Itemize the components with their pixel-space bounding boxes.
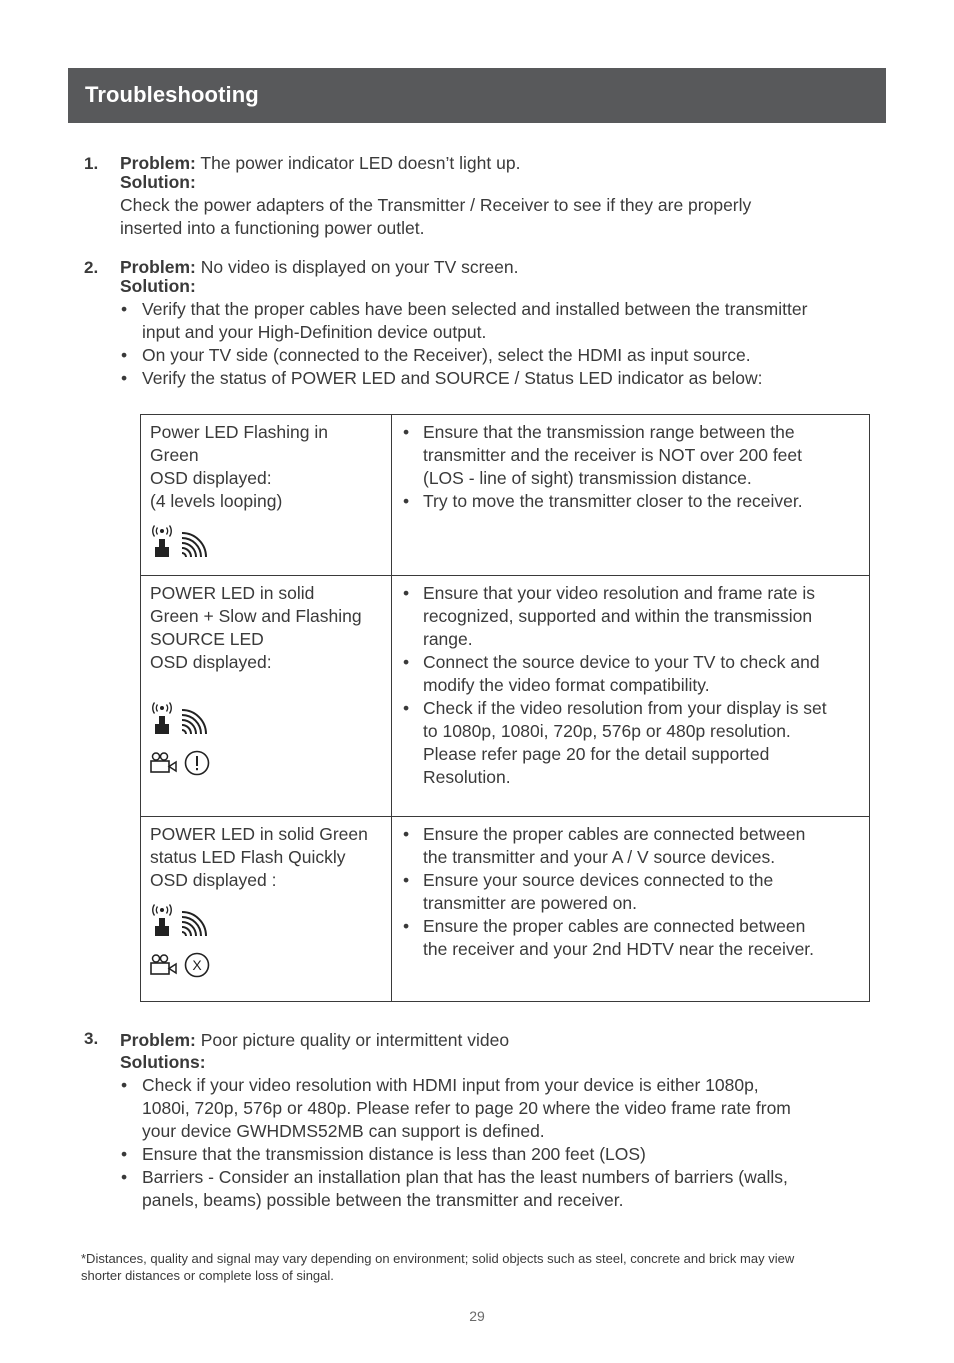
bullet-line: • Check if your video resolution with HDMI input from your device is either 1080p, <box>142 1075 759 1095</box>
osd-icons <box>150 904 383 944</box>
solution-bullets <box>402 421 859 513</box>
list-item <box>402 915 859 961</box>
footnote <box>81 1250 871 1284</box>
list-item <box>402 697 859 789</box>
problem-label: Problem: <box>120 153 196 173</box>
bullet-line: • Verify that the proper cables have been selected and installed between the transmitter <box>142 299 808 319</box>
problem-label: Problem: <box>120 257 196 277</box>
bullet-line: • Ensure your source devices connected to the <box>423 870 774 890</box>
exclamation-circle-icon <box>184 750 210 782</box>
signal-bars-icon <box>180 529 210 565</box>
problem-text: No video is displayed on your TV screen. <box>200 257 519 277</box>
bullet-line: modify the video format compatibility. <box>423 675 710 695</box>
bullet-line: • Ensure the proper cables are connected between <box>423 824 806 844</box>
bullet-line: • Verify the status of POWER LED and SOURCE / Status LED indicator as below: <box>142 368 763 388</box>
bullet-line: recognized, supported and within the transmission <box>423 606 813 626</box>
solution-bullets <box>120 298 860 390</box>
table-row <box>141 576 870 817</box>
list-item <box>402 869 859 915</box>
list-item <box>120 298 860 344</box>
table-row <box>141 817 870 1002</box>
status-line: Power LED Flashing in <box>150 422 328 442</box>
signal-bars-icon <box>180 706 210 742</box>
status-line: OSD displayed: <box>150 652 272 672</box>
list-item <box>120 1166 860 1212</box>
bullet-line: • Ensure the proper cables are connected between <box>423 916 806 936</box>
problem-text: The power indicator LED doesn’t light up. <box>200 153 521 173</box>
bullet-line: Please refer page 20 for the detail supported <box>423 744 770 764</box>
osd-icons <box>150 750 383 782</box>
bullet-line: • Connect the source device to your TV to check and <box>423 652 820 672</box>
bullet-line: the receiver and your 2nd HDTV near the receiver. <box>423 939 815 959</box>
solution-label: Solution: <box>120 172 196 192</box>
bullet-line: • Ensure that the transmission distance is less than 200 feet (LOS) <box>142 1144 646 1164</box>
bullet-line: transmitter are powered on. <box>423 893 637 913</box>
bullet-line: • Barriers - Consider an installation plan that has the least numbers of barriers (walls, <box>142 1167 788 1187</box>
solution-bullets <box>120 1074 860 1212</box>
status-line: Green <box>150 445 199 465</box>
status-line: (4 levels looping) <box>150 491 283 511</box>
tower-signal-icon <box>150 702 174 742</box>
bullet-line: • Ensure that the transmission range between the <box>423 422 795 442</box>
troubleshoot-item-1 <box>120 152 860 240</box>
list-item <box>120 367 860 390</box>
tower-signal-icon <box>150 525 174 565</box>
x-glyph: X <box>192 957 202 973</box>
section-header <box>68 68 886 123</box>
list-item <box>120 344 860 367</box>
bullet-line: (LOS - line of sight) transmission distance. <box>423 468 752 488</box>
status-line: Green + Slow and Flashing <box>150 606 362 626</box>
table-row <box>141 415 870 576</box>
bullet-line: input and your High-Definition device output. <box>142 322 487 342</box>
solution-text: Check the power adapters of the Transmitter / Receiver to see if they are properly <box>120 195 752 215</box>
status-line: OSD displayed : <box>150 870 277 890</box>
status-line: OSD displayed: <box>150 468 272 488</box>
solution-label: Solution: <box>120 276 196 296</box>
bullet-line: the transmitter and your A / V source devices. <box>423 847 776 867</box>
x-circle-icon <box>184 952 210 984</box>
page-number: 29 <box>469 1308 485 1324</box>
item-number: 3. <box>84 1029 99 1048</box>
bullet-line: your device GWHDMS52MB can support is defined. <box>142 1121 545 1141</box>
led-status-cell <box>141 415 392 576</box>
list-item <box>402 582 859 651</box>
osd-icons <box>150 702 383 742</box>
led-solution-cell <box>392 576 870 817</box>
osd-icons <box>150 525 383 565</box>
bullet-line: to 1080p, 1080i, 720p, 576p or 480p resolution. <box>423 721 791 741</box>
bullet-line: • Check if the video resolution from your display is set <box>423 698 827 718</box>
led-status-table <box>140 414 870 1002</box>
solution-label: Solutions: <box>120 1052 206 1072</box>
osd-icons <box>150 952 383 984</box>
problem-text: Poor picture quality or intermittent video <box>200 1030 510 1050</box>
solution-text: inserted into a functioning power outlet. <box>120 218 425 238</box>
bullet-line: transmitter and the receiver is NOT over 200 feet <box>423 445 803 465</box>
list-item <box>402 651 859 697</box>
list-item <box>120 1143 860 1166</box>
bullet-line: panels, beams) possible between the transmitter and receiver. <box>142 1190 624 1210</box>
bullet-line: • Ensure that your video resolution and frame rate is <box>423 583 816 603</box>
bullet-line: Resolution. <box>423 767 511 787</box>
page-title: Troubleshooting <box>85 82 259 107</box>
bullet-line: • Try to move the transmitter closer to the receiver. <box>423 491 803 511</box>
item-number: 1. <box>84 154 99 173</box>
list-item <box>120 1074 860 1143</box>
footnote-line: shorter distances or complete loss of singal. <box>81 1268 334 1283</box>
led-solution-cell <box>392 415 870 576</box>
troubleshoot-item-3 <box>120 1029 860 1212</box>
bullet-line: • On your TV side (connected to the Receiver), select the HDMI as input source. <box>142 345 751 365</box>
video-camera-icon <box>150 752 178 780</box>
signal-bars-icon <box>180 908 210 944</box>
status-line: status LED Flash Quickly <box>150 847 346 867</box>
solution-bullets <box>402 582 859 789</box>
status-line: POWER LED in solid Green <box>150 824 368 844</box>
status-line: POWER LED in solid <box>150 583 315 603</box>
led-status-cell <box>141 576 392 817</box>
bullet-line: range. <box>423 629 473 649</box>
bullet-line: 1080i, 720p, 576p or 480p. Please refer to page 20 where the video frame rate from <box>142 1098 791 1118</box>
list-item <box>402 823 859 869</box>
tower-signal-icon <box>150 904 174 944</box>
led-solution-cell <box>392 817 870 1002</box>
troubleshoot-item-2 <box>120 256 860 390</box>
list-item <box>402 490 859 513</box>
solution-bullets <box>402 823 859 961</box>
list-item <box>402 421 859 490</box>
video-camera-icon <box>150 954 178 982</box>
problem-label: Problem: <box>120 1030 196 1050</box>
status-line: SOURCE LED <box>150 629 264 649</box>
footnote-line: *Distances, quality and signal may vary depending on environment; solid objects such as steel, concrete and brick may view <box>81 1251 795 1266</box>
item-number: 2. <box>84 258 99 277</box>
led-status-cell <box>141 817 392 1002</box>
